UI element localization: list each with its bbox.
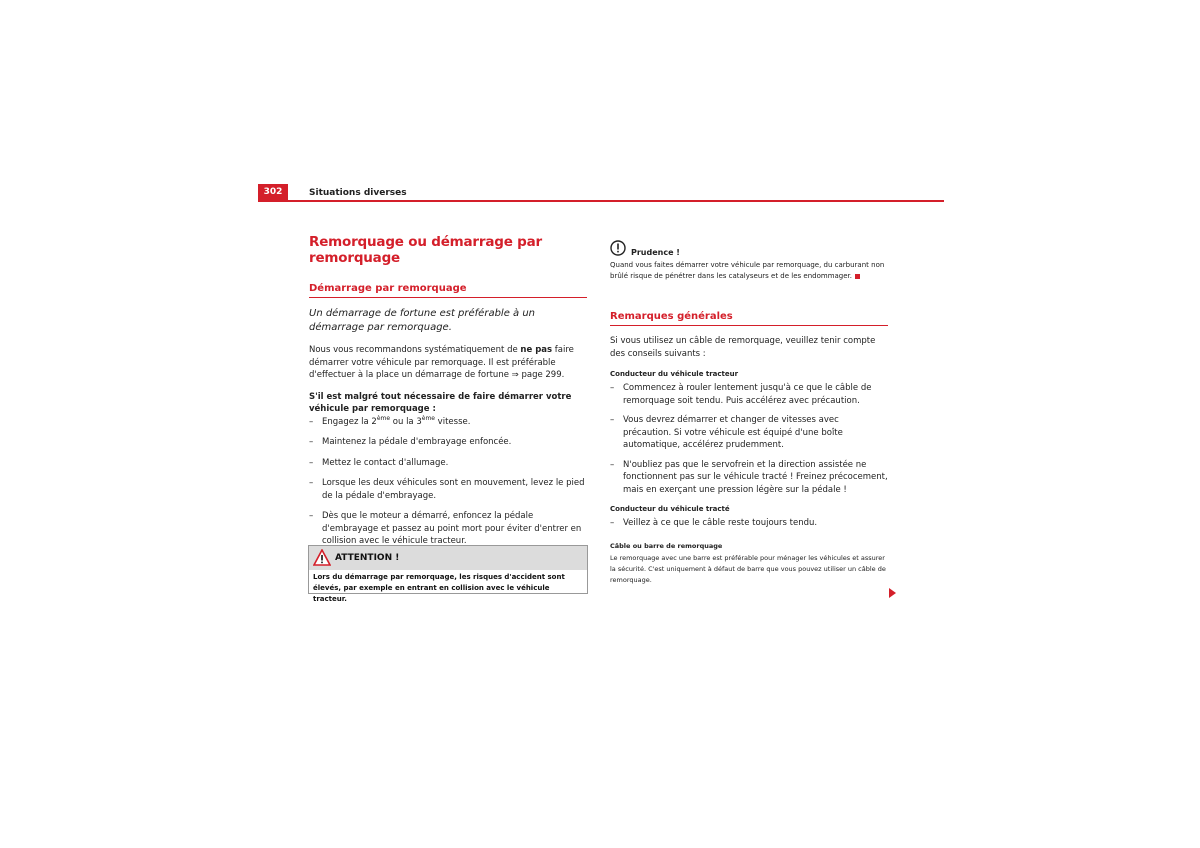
caution-circle-icon (610, 240, 626, 256)
end-square-icon (855, 274, 860, 279)
caution-title: Prudence ! (631, 248, 680, 257)
para-text-b: faire démarrer votre véhicule par remorquage. Il est préférable d'effectuer à la place un démarrage de fortune ⇒ page 299. (309, 345, 574, 380)
driver-tow-list (610, 382, 888, 496)
list-item: – Veillez à ce que le câble reste toujours tendu. (610, 517, 888, 530)
bullet1-sup-1: ème (376, 414, 391, 422)
paragraph-recommendation (309, 344, 587, 382)
bullet1-sup-2: ème (421, 414, 435, 422)
list-item (309, 416, 587, 429)
page-number: 302 (263, 187, 283, 197)
list-item: – Commencez à rouler lentement jusqu'à ce que le câble de remorquage soit tendu. Puis accélérez avec précaution. (610, 382, 888, 407)
subtitle-remarques: Remarques générales (610, 311, 888, 326)
attention-text: Lors du démarrage par remorquage, les risques d'accident sont élevés, par exemple en entrant en collision avec le véhicule tracteur. (313, 573, 565, 603)
caution-text (610, 260, 888, 282)
subtitle-demarrage: Démarrage par remorquage (309, 283, 587, 298)
intro-text: Un démarrage de fortune est préférable à un démarrage par remorquage. (309, 308, 536, 333)
header-rule (258, 200, 944, 202)
list-item: – Mettez le contact d'allumage. (309, 457, 587, 470)
caution-text-content: Quand vous faites démarrer votre véhicule par remorquage, du carburant non brûlé risque de pénétrer dans les catalyseurs et de les endommager. (610, 261, 885, 280)
list-item: – Vous devrez démarrer et changer de vitesses avec précaution. Si votre véhicule est équipé d'une boîte automatique, accélérez prudemment. (610, 414, 888, 452)
remarks-intro: Si vous utilisez un câble de remorquage, veuillez tenir compte des conseils suivants : (610, 336, 876, 359)
list-item: – N'oubliez pas que le servofrein et la direction assistée ne fonctionnent pas sur le véhicule tracté ! Freinez précocement, mais en exerçant une pression légère sur la pédale ! (610, 459, 888, 497)
driver-tow-title: Conducteur du véhicule tracteur (610, 370, 739, 378)
para-text-a: Nous vous recommandons systématiquement de (309, 345, 521, 355)
para-bold: ne pas (520, 345, 553, 355)
cable-text: Le remorquage avec une barre est préférable pour ménager les véhicules et assurer la sécurité. C'est uniquement à défaut de barre que vous pouvez utiliser un câble de remorquage. (610, 553, 886, 584)
steps-list (309, 416, 587, 548)
page-title: Remorquage ou démarrage par remorquage (309, 234, 543, 266)
bullet1-text-b: ou la 3 (390, 416, 422, 427)
caution-header (610, 240, 888, 258)
list-item: – Dès que le moteur a démarré, enfoncez la pédale d'embrayage et passez au point mort pour éviter d'entrer en collision avec le véhicule tracteur. (309, 510, 587, 548)
bullet1-text-a: Engagez la 2 (322, 416, 377, 427)
attention-box (308, 545, 588, 603)
next-page-arrow-icon (889, 588, 896, 598)
list-item: – Lorsque les deux véhicules sont en mouvement, levez le pied de la pédale d'embrayage. (309, 477, 587, 502)
driver-towed-list (610, 517, 888, 530)
bold-paragraph: S'il est malgré tout nécessaire de faire démarrer votre véhicule par remorquage : (309, 391, 572, 414)
bullet1-text-c: vitesse. (434, 416, 471, 427)
attention-title: ATTENTION ! (335, 553, 400, 563)
left-column (309, 234, 587, 548)
attention-header (309, 546, 587, 570)
section-title: Situations diverses (309, 188, 407, 198)
right-column (610, 240, 888, 586)
cable-title: Câble ou barre de remorquage (610, 541, 723, 550)
warning-triangle-icon (313, 549, 331, 566)
list-item: – Maintenez la pédale d'embrayage enfoncée. (309, 436, 587, 449)
driver-towed-title: Conducteur du véhicule tracté (610, 505, 730, 513)
